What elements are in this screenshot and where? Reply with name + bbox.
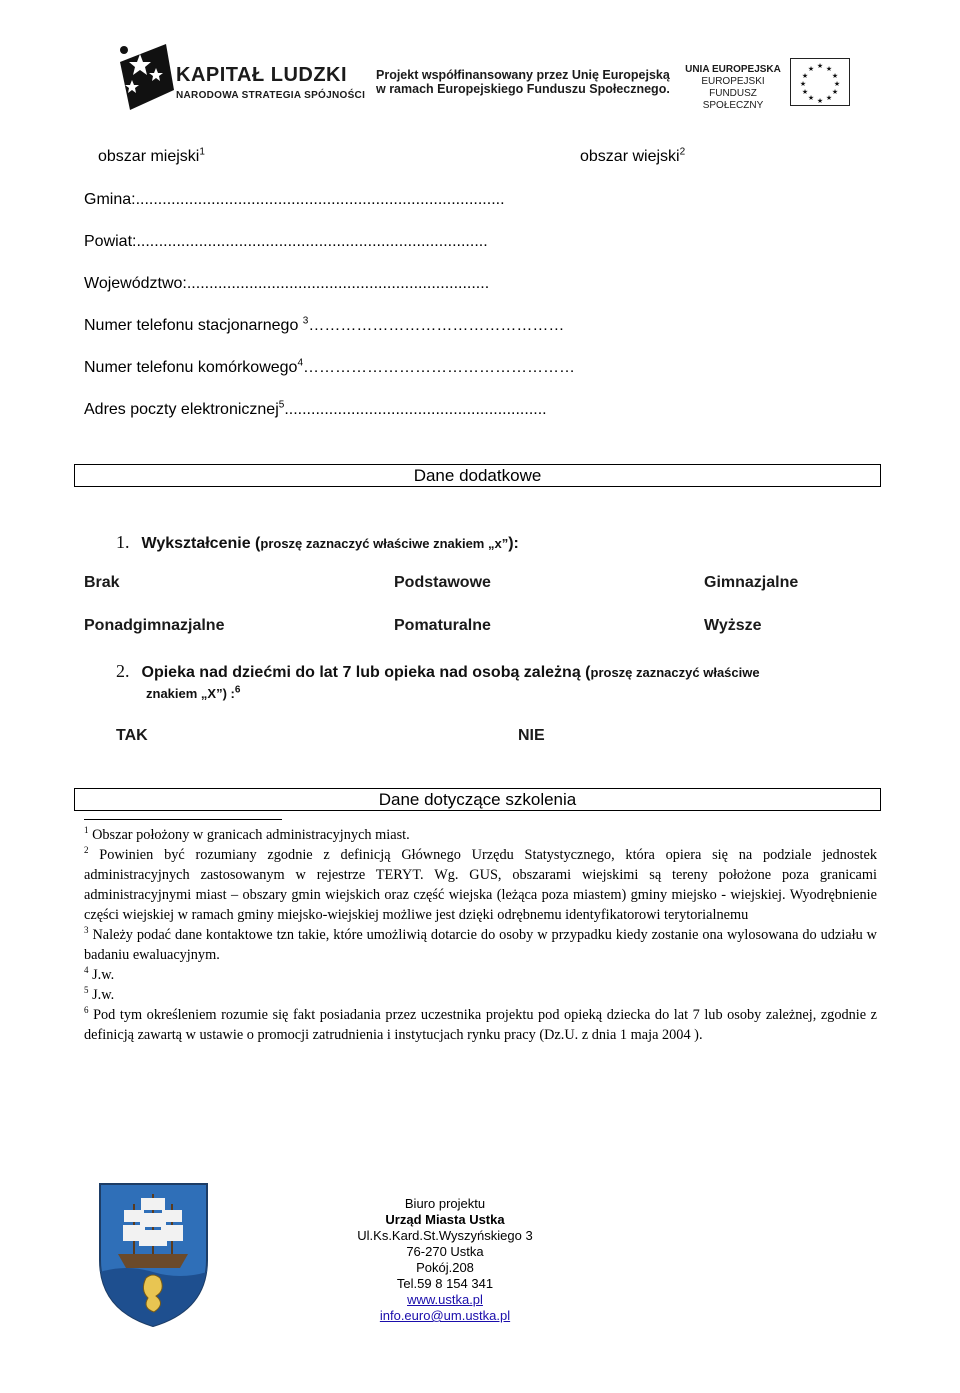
footnote-ref-4: 4 (297, 357, 303, 369)
svg-text:★: ★ (825, 66, 833, 73)
question-care-hint: proszę zaznaczyć właściwe (590, 665, 760, 680)
area-urban (98, 148, 205, 166)
project-funding-text (376, 68, 670, 96)
question-number-1: 1. (116, 532, 130, 552)
svg-text:★: ★ (831, 73, 839, 80)
gmina-field[interactable]: Gmina:................................................................................... (84, 191, 505, 208)
footnote-number: 3 (84, 925, 89, 936)
svg-text:★: ★ (801, 89, 809, 96)
footnote-ref-1: 1 (199, 146, 205, 158)
svg-text:★: ★ (816, 98, 824, 105)
question-care-line2 (146, 686, 240, 701)
eu-line-3: FUNDUSZ SPOŁECZNY (702, 88, 764, 111)
additional-data-header: Dane dodatkowe (74, 464, 881, 487)
eu-line-2: EUROPEJSKI (701, 76, 765, 87)
question-education-end: ): (508, 535, 519, 552)
training-data-header: Dane dotyczące szkolenia (74, 788, 881, 811)
area-urban-label: obszar miejski (98, 148, 200, 165)
mobile-phone-label: Numer telefonu komórkowego (84, 359, 298, 376)
footnote-separator (84, 819, 282, 820)
eu-flag-icon (790, 58, 850, 106)
footnote-number: 5 (84, 985, 89, 996)
footnote-ref-2: 2 (679, 146, 686, 158)
landline-phone-label: Numer telefonu stacjonarnego (84, 317, 303, 334)
eu-line-1: UNIA EUROPEJSKA (685, 64, 781, 75)
edu-option-podstawowe[interactable]: Podstawowe (394, 574, 491, 591)
area-rural-label: obszar wiejski (580, 148, 680, 165)
footnote-text: Obszar położony w granicach administracyjnych miast. (92, 827, 410, 843)
footnote-number: 6 (84, 1005, 89, 1016)
footer-website-link[interactable]: www.ustka.pl (407, 1292, 483, 1307)
footer-email-link[interactable]: info.euro@um.ustka.pl (379, 1308, 511, 1323)
question-education-text: Wykształcenie ( (141, 535, 261, 552)
footnote-text: Powinien być rozumiany zgodnie z definicją Głównego Urzędu Statystycznego, która opiera się na podziale jednostek administracyjnych zastosowanym w rejestrze TERYT. Wg. GUS, obszarami wiejskimi są tereny położone poza granicami administracyjnymi miast – obszary gmin wiejskich oraz część wiejska (leżąca poza miastem) gminy miejsko - wiejskiej. Wyodrębnienie części wiejskiej w ramach gminy miejsko-wiejskiej możliwe jest dzięki odrębnemu identyfikatorowi terytorialnemu (84, 847, 877, 923)
footnote-ref-6: 6 (234, 684, 241, 696)
mobile-phone-dots: …………………………………………… (303, 359, 575, 376)
svg-text:★: ★ (799, 81, 807, 88)
footnote-number: 4 (84, 965, 89, 976)
project-line-1: Projekt współfinansowany przez Unię Europejską (376, 68, 670, 82)
footer-institution: Urząd Miasta Ustka (385, 1212, 505, 1227)
footnote-number: 1 (84, 825, 89, 836)
footer-postal: 76-270 Ustka (406, 1244, 484, 1259)
footnote-2 (84, 845, 877, 925)
project-line-2: w ramach Europejskiego Funduszu Społecznego. (376, 82, 670, 96)
question-care-hint-2: znakiem „X”) : (146, 686, 235, 701)
email-label: Adres poczty elektronicznej (84, 401, 279, 418)
ustka-coat-of-arms-icon (96, 1180, 211, 1330)
area-rural (580, 148, 685, 166)
svg-text:★: ★ (807, 95, 815, 102)
footnote-ref-3: 3 (302, 315, 309, 327)
svg-text:★: ★ (801, 73, 809, 80)
footnote-5 (84, 985, 877, 1005)
eu-fund-text (678, 64, 788, 112)
footnote-3 (84, 925, 877, 965)
footnote-text: Należy podać dane kontaktowe tzn takie, które umożliwią dotarcie do osoby w przypadku kiedy zostanie ona wylosowana do udziału w badaniu ewaluacyjnym. (84, 927, 877, 963)
question-education-hint: proszę zaznaczyć właściwe znakiem „x” (260, 536, 509, 551)
wojewodztwo-field[interactable]: Województwo:.................................................................... (84, 275, 490, 292)
edu-option-wyzsze[interactable]: Wyższe (704, 617, 762, 634)
edu-option-ponadgimnazjalne[interactable]: Ponadgimnazjalne (84, 617, 225, 634)
kapital-ludzki-logo-icon (110, 40, 180, 112)
question-number-2: 2. (116, 661, 130, 681)
email-field[interactable] (84, 401, 547, 419)
care-option-no[interactable]: NIE (518, 727, 545, 744)
edu-option-gimnazjalne[interactable]: Gimnazjalne (704, 574, 799, 591)
footnote-text: J.w. (92, 967, 115, 983)
footer-room: Pokój.208 (416, 1260, 474, 1275)
svg-text:★: ★ (816, 63, 824, 70)
landline-phone-field[interactable] (84, 317, 564, 335)
footnote-ref-5: 5 (278, 399, 285, 411)
footnote-text: Pod tym określeniem rozumie się fakt posiadania przez uczestnika projektu pod opieką dziecka do lat 7 lub osoby zależnej, zgodnie z definicją zawartą w ustawie o promocji zatrudnienia i instytucjach rynku pracy (Dz.U. z dnia 1 maja 2004 ). (84, 1007, 877, 1043)
kapital-ludzki-title: KAPITAŁ LUDZKI (176, 64, 348, 86)
question-education (116, 532, 519, 553)
mobile-phone-field[interactable] (84, 359, 575, 377)
powiat-field[interactable]: Powiat:............................................................................... (84, 233, 488, 250)
svg-text:★: ★ (825, 95, 833, 102)
kapital-ludzki-subtitle: NARODOWA STRATEGIA SPÓJNOŚCI (176, 90, 366, 101)
footer-address (345, 1196, 545, 1324)
svg-text:★: ★ (831, 89, 839, 96)
edu-option-pomaturalne[interactable]: Pomaturalne (394, 617, 491, 634)
care-option-yes[interactable]: TAK (116, 727, 148, 744)
footer-street: Ul.Ks.Kard.St.Wyszyńskiego 3 (357, 1228, 533, 1243)
edu-option-brak[interactable]: Brak (84, 574, 120, 591)
footer-office: Biuro projektu (404, 1196, 486, 1211)
footer-phone: Tel.59 8 154 341 (396, 1276, 494, 1291)
question-care (116, 661, 876, 682)
footnote-1 (84, 825, 877, 845)
question-care-text: Opieka nad dziećmi do lat 7 lub opieka nad osobą zależną ( (141, 664, 591, 681)
footnote-4 (84, 965, 877, 985)
footnote-number: 2 (84, 845, 89, 856)
footnote-text: J.w. (92, 987, 115, 1003)
footnotes (84, 825, 877, 1045)
footnote-6 (84, 1005, 877, 1045)
svg-text:★: ★ (833, 81, 841, 88)
email-dots: ........................................................... (284, 401, 547, 418)
page-header (110, 40, 860, 120)
landline-phone-dots: ………………………………………… (308, 317, 565, 334)
svg-text:★: ★ (807, 66, 815, 73)
